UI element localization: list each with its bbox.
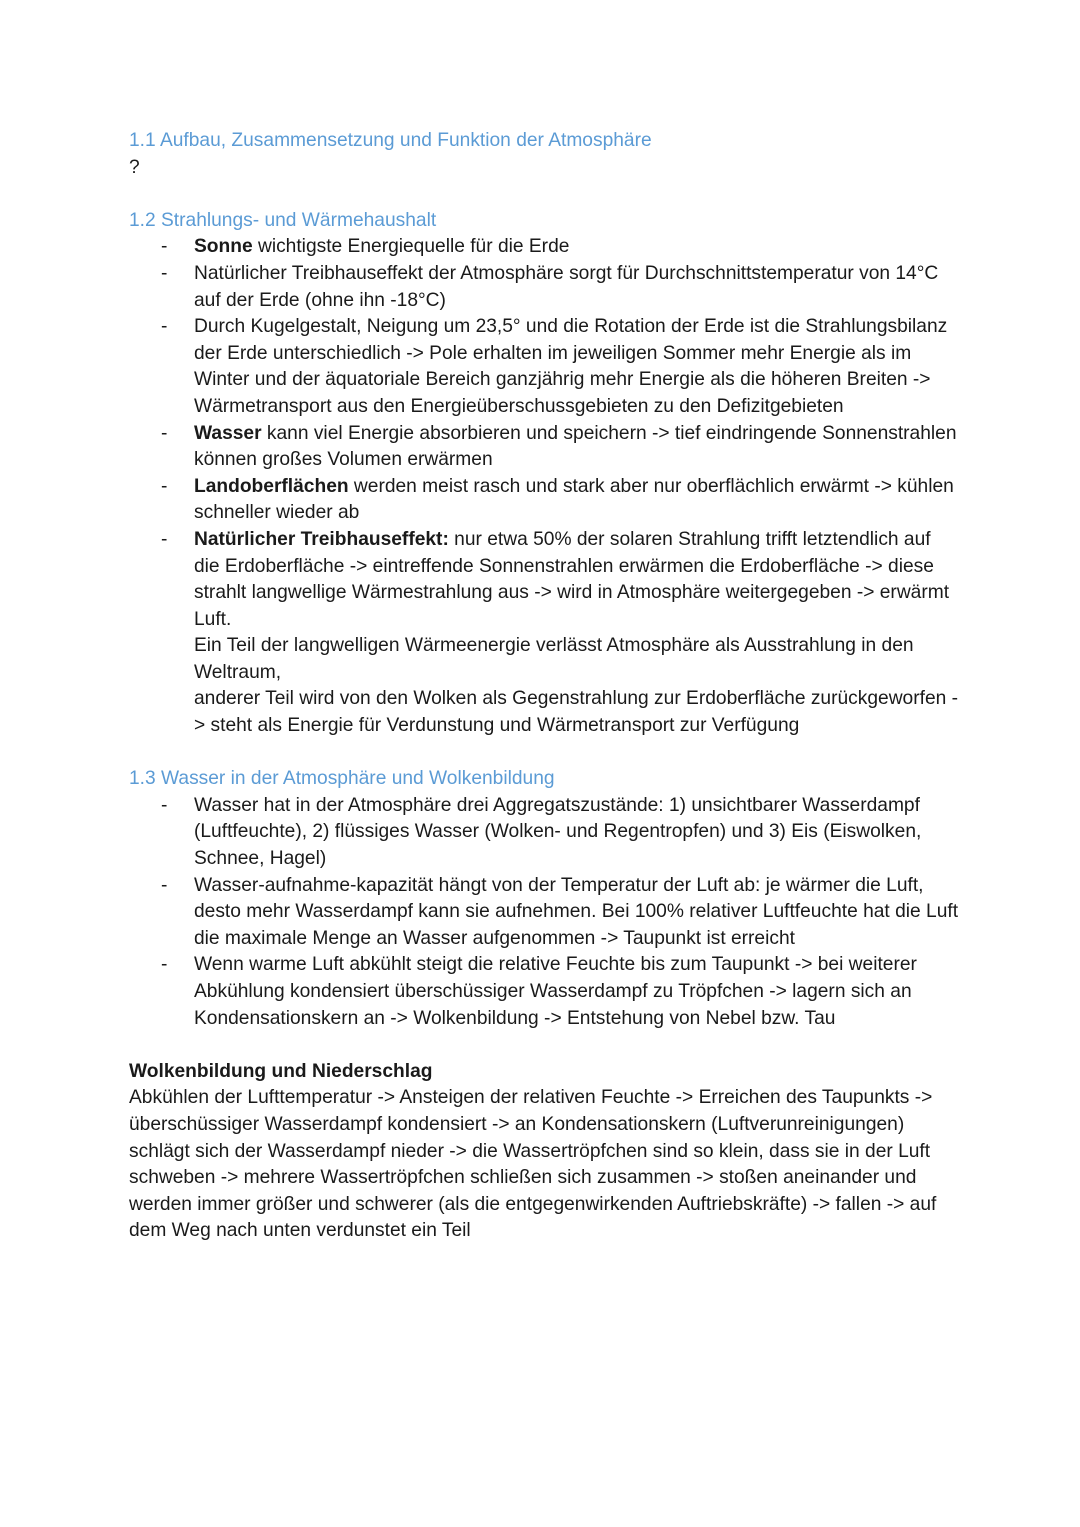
list-item <box>194 234 959 261</box>
bold-term: Sonne <box>194 236 253 258</box>
list-item-text: nur etwa 50% der solaren Strahlung trifft letztendlich auf die Erdoberfläche -> eintreffende Sonnenstrahlen erwärmen die Erdoberfläche -> diese strahlt langwellige Wärmestrahlung aus -> wird in Atmosphäre weitergegeben -> erwärmt Luft. <box>194 528 950 630</box>
spacer <box>129 740 959 767</box>
section-1-1-heading: 1.1 Aufbau, Zusammensetzung und Funktion der Atmosphäre <box>129 130 652 151</box>
section-1-1-content: ? <box>129 156 140 178</box>
section-1-2-heading: 1.2 Strahlungs- und Wärmehaushalt <box>129 209 437 231</box>
list-item-text: Durch Kugelgestalt, Neigung um 23,5° und die Rotation der Erde ist die Strahlungsbilanz der Erde unterschiedlich -> Pole erhalten im jeweiligen Sommer mehr Energie als im Winter und der äquatoriale Bereich ganzjährig mehr Energie als die höheren Breiten -> Wärmetransport aus den Energieüberschussgebieten zu den Defizitgebieten <box>194 316 948 417</box>
list-item-text: wichtigste Energiequelle für die Erde <box>252 236 570 258</box>
spacer <box>129 1032 959 1059</box>
list-item-text: werden meist rasch und stark aber nur oberflächlich erwärmt -> kühlen schneller wieder ab <box>194 475 954 524</box>
list-item-text: Natürlicher Treibhauseffekt der Atmosphäre sorgt für Durchschnittstemperatur von 14°C auf der Erde (ohne ihn -18°C) <box>194 262 939 311</box>
wolkenbildung-text: Abkühlen der Lufttemperatur -> Ansteigen der relativen Feuchte -> Erreichen des Taupunkts -> überschüssiger Wasserdampf kondensiert -> an Kondensationskern (Luftverunreinigungen) schlägt sich der Wasserdampf nieder -> die Wassertröpfchen sind so klein, dass sie in der Luft schweben -> mehrere Wassertröpfchen schließen sich zusammen -> stoßen aneinander und werden immer größer und schwerer (als die entgegenwirkenden Auftriebskräfte) -> fallen -> auf dem Weg nach unten verdunstet ein Teil <box>129 1087 937 1242</box>
spacer <box>129 181 959 208</box>
treibhaus-para-1 <box>194 527 959 633</box>
list-item-text: kann viel Energie absorbieren und speichern -> tief eindringende Sonnenstrahlen können großes Volumen erwärmen <box>194 422 957 471</box>
bold-term: Natürlicher Treibhauseffekt: <box>194 528 449 550</box>
section-1-3-heading: 1.3 Wasser in der Atmosphäre und Wolkenbildung <box>129 768 555 790</box>
list-item: - Wasser hat in der Atmosphäre drei Aggregatszustände: 1) unsichtbarer Wasserdampf (Luftfeuchte), 2) flüssiges Wasser (Wolken- und Regentropfen) und 3) Eis (Eiswolken, Schnee, Hagel) <box>194 793 959 873</box>
list-item <box>194 474 959 527</box>
section-1-2-list <box>129 234 959 739</box>
bold-term: Wasser <box>194 422 262 444</box>
list-item: - Wenn warme Luft abkühlt steigt die relative Feuchte bis zum Taupunkt -> bei weiterer Abkühlung kondensiert überschüssiger Wasserdampf zu Tröpfchen -> lagern sich an Kondensationskern an -> Wolkenbildung -> Entstehung von Nebel bzw. Tau <box>194 952 959 1032</box>
section-1-3-list <box>129 793 959 1032</box>
list-item <box>194 314 959 420</box>
treibhaus-para-2: Ein Teil der langwelligen Wärmeenergie verlässt Atmosphäre als Ausstrahlung in den Weltraum, <box>194 635 914 683</box>
list-item <box>194 261 959 314</box>
bold-term: Landoberflächen <box>194 475 349 497</box>
list-item-treibhauseffekt <box>194 527 959 740</box>
list-item: - Wasser-aufnahme-kapazität hängt von der Temperatur der Luft ab: je wärmer die Luft, desto mehr Wasserdampf kann sie aufnehmen. Bei 100% relativer Luftfeuchte hat die Luft die maximale Menge an Wasser aufgenommen -> Taupunkt ist erreicht <box>194 873 959 953</box>
document-page <box>129 128 959 1245</box>
treibhaus-para-3: anderer Teil wird von den Wolken als Gegenstrahlung zur Erdoberfläche zurückgeworfen -> steht als Energie für Verdunstung und Wärmetransport zur Verfügung <box>194 688 959 737</box>
wolkenbildung-heading: Wolkenbildung und Niederschlag <box>129 1060 433 1082</box>
list-item <box>194 421 959 474</box>
